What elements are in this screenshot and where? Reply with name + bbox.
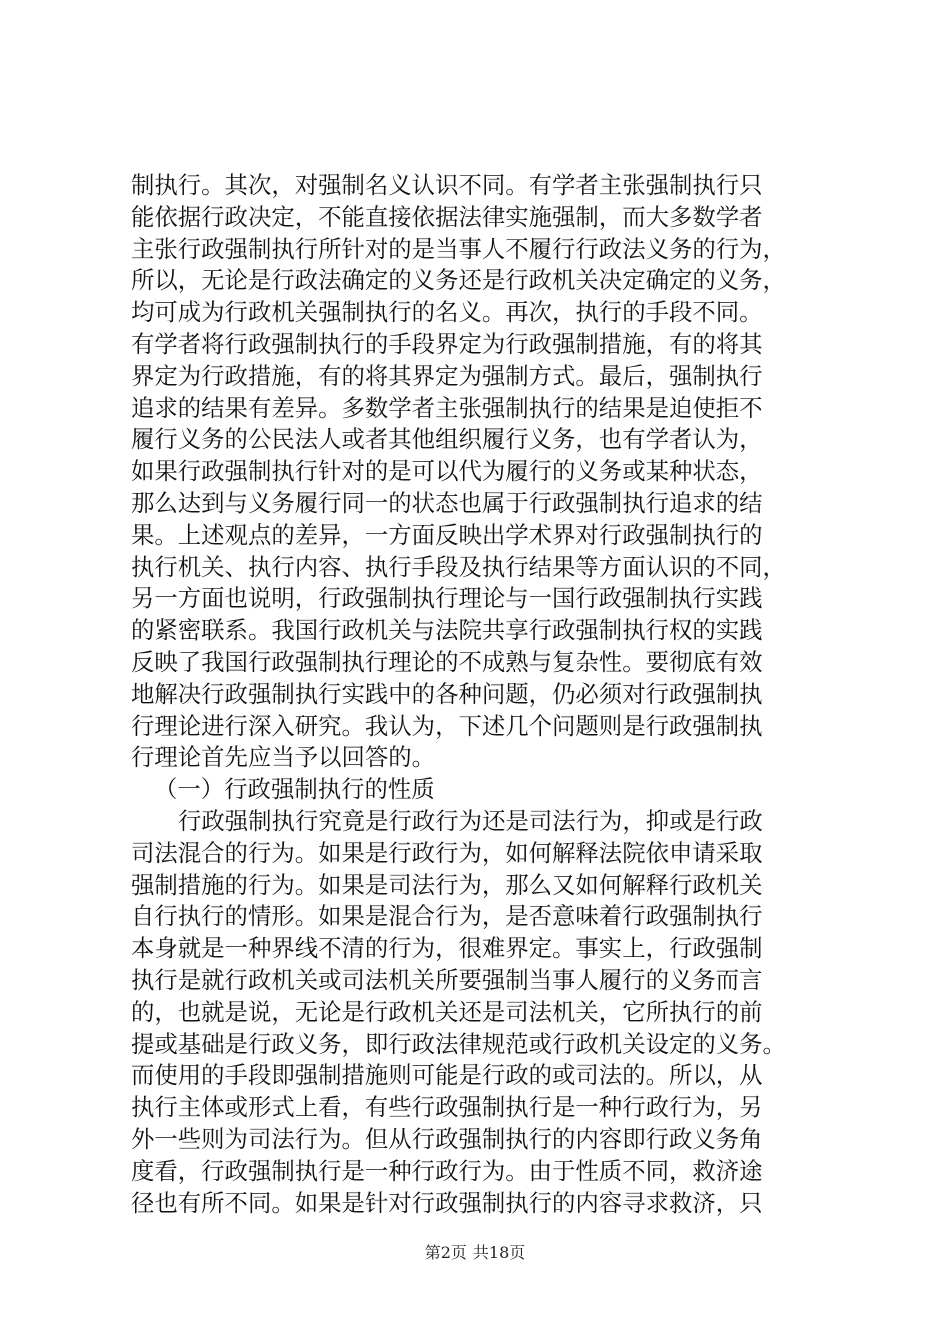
body-text bbox=[131, 170, 847, 1219]
text-line: 行理论首先应当予以回答的。 bbox=[131, 743, 436, 772]
text-line: 司法混合的行为。如果是行政行为，如何解释法院依申请采取 bbox=[131, 838, 763, 867]
text-line: 均可成为行政机关强制执行的名义。再次，执行的手段不同。 bbox=[131, 298, 763, 327]
text-line: 执行主体或形式上看，有些行政强制执行是一种行政行为，另 bbox=[131, 1093, 763, 1122]
text-line: 的，也就是说，无论是行政机关还是司法机关，它所执行的前 bbox=[131, 997, 763, 1026]
page-total: 共18页 bbox=[472, 1243, 526, 1262]
text-line: 制执行。其次，对强制名义认识不同。有学者主张强制执行只 bbox=[131, 171, 763, 199]
text-line: 外一些则为司法行为。但从行政强制执行的内容即行政义务角 bbox=[131, 1124, 763, 1153]
text-line: 主张行政强制执行所针对的是当事人不履行行政法义务的行为， bbox=[131, 234, 786, 263]
page-number: 第2页 bbox=[424, 1243, 467, 1262]
text-line: 另一方面也说明，行政强制执行理论与一国行政强制执行实践 bbox=[131, 584, 763, 613]
text-line: 执行机关、执行内容、执行手段及执行结果等方面认识的不同， bbox=[131, 552, 786, 581]
text-line: 履行义务的公民法人或者其他组织履行义务，也有学者认为， bbox=[131, 425, 763, 454]
text-line: 径也有所不同。如果是针对行政强制执行的内容寻求救济，只 bbox=[131, 1188, 763, 1217]
text-line: 追求的结果有差异。多数学者主张强制执行的结果是迫使拒不 bbox=[131, 393, 763, 422]
section-heading: （一）行政强制执行的性质 bbox=[154, 775, 435, 804]
text-line: 果。上述观点的差异，一方面反映出学术界对行政强制执行的 bbox=[131, 520, 763, 549]
text-line: 那么达到与义务履行同一的状态也属于行政强制执行追求的结 bbox=[131, 488, 763, 517]
text-line: 地解决行政强制执行实践中的各种问题，仍必须对行政强制执 bbox=[131, 679, 763, 708]
text-line: 行理论进行深入研究。我认为，下述几个问题则是行政强制执 bbox=[131, 711, 763, 740]
text-line: 度看，行政强制执行是一种行政行为。由于性质不同，救济途 bbox=[131, 1156, 763, 1185]
text-line: 反映了我国行政强制执行理论的不成熟与复杂性。要彻底有效 bbox=[131, 647, 763, 676]
text-line: 提或基础是行政义务，即行政法律规范或行政机关设定的义务。 bbox=[131, 1029, 786, 1058]
text-line: 的紧密联系。我国行政机关与法院共享行政强制执行权的实践 bbox=[131, 616, 763, 645]
text-line: 行政强制执行究竟是行政行为还是司法行为，抑或是行政 bbox=[178, 806, 763, 835]
text-line: 如果行政强制执行针对的是可以代为履行的义务或某种状态， bbox=[131, 457, 763, 486]
text-line: 能依据行政决定，不能直接依据法律实施强制，而大多数学者 bbox=[131, 202, 763, 231]
page-footer bbox=[0, 1243, 950, 1263]
text-line: 自行执行的情形。如果是混合行为，是否意味着行政强制执行 bbox=[131, 902, 763, 931]
text-line: 有学者将行政强制执行的手段界定为行政强制措施，有的将其 bbox=[131, 329, 763, 358]
text-line: 执行是就行政机关或司法机关所要强制当事人履行的义务而言 bbox=[131, 965, 763, 994]
text-line: 所以，无论是行政法确定的义务还是行政机关决定确定的义务， bbox=[131, 266, 786, 295]
text-line: 强制措施的行为。如果是司法行为，那么又如何解释行政机关 bbox=[131, 870, 763, 899]
text-line: 本身就是一种界线不清的行为，很难界定。事实上，行政强制 bbox=[131, 934, 763, 963]
text-line: 而使用的手段即强制措施则可能是行政的或司法的。所以，从 bbox=[131, 1061, 763, 1090]
text-line: 界定为行政措施，有的将其界定为强制方式。最后，强制执行 bbox=[131, 361, 763, 390]
